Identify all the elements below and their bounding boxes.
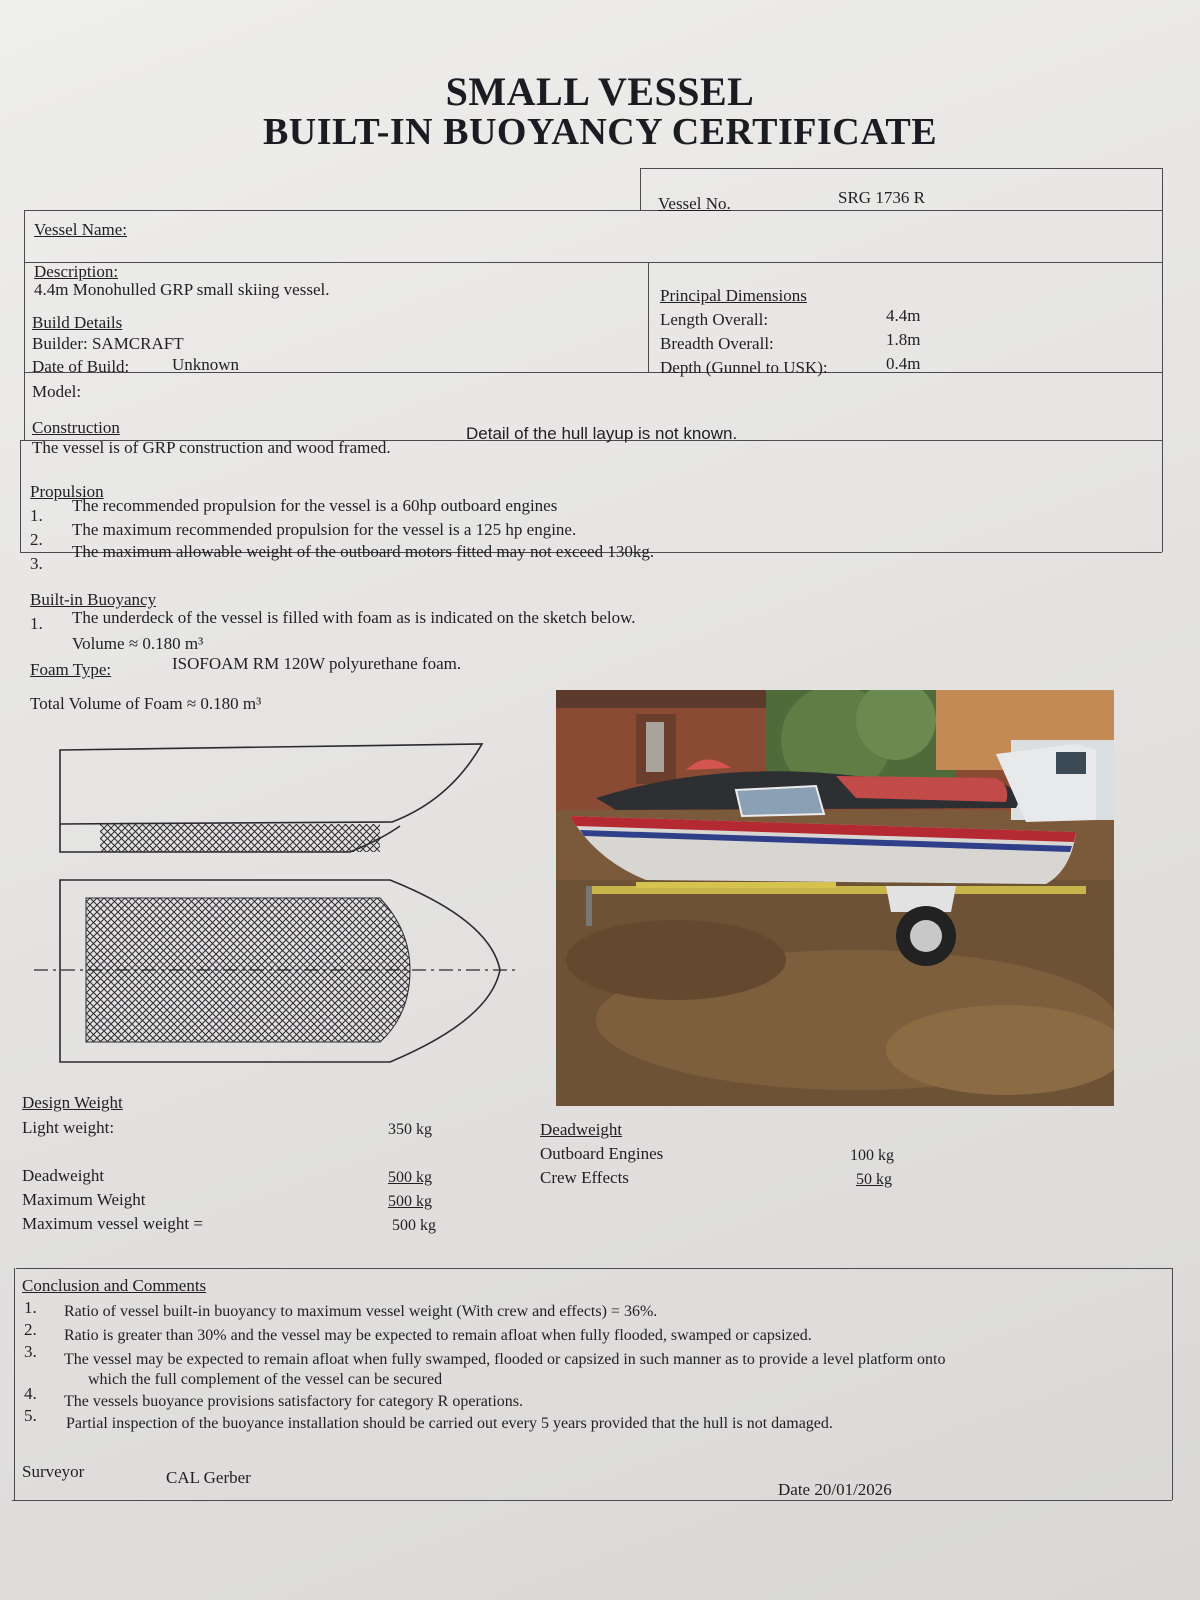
conclusion-label: Conclusion and Comments (22, 1276, 207, 1295)
conclusion-item-1: Ratio of vessel built-in buoyancy to maximum vessel weight (With crew and effects) = 36%. (64, 1303, 658, 1320)
vessel-no-label: Vessel No. (658, 194, 731, 213)
rule-left-lower (14, 1268, 15, 1500)
foam-type-label: Foam Type: (30, 660, 112, 679)
propulsion-item-2: The maximum recommended propulsion for the vessel is a 125 hp engine. (72, 520, 577, 539)
propulsion-item-3-number: 3. (30, 554, 43, 573)
construction-label: Construction (32, 418, 120, 437)
rule-header (24, 210, 1162, 211)
propulsion-item-1-number: 1. (30, 506, 43, 525)
conclusion-item-4: The vessels buoyance provisions satisfactory for category R operations. (64, 1393, 523, 1410)
crew-effects-label: Crew Effects (540, 1168, 629, 1187)
rule-name (24, 262, 1162, 263)
rule-top (640, 168, 1162, 169)
total-foam-volume: Total Volume of Foam ≈ 0.180 m³ (30, 694, 262, 713)
light-weight-label: Light weight: (22, 1118, 115, 1137)
outboard-engines-value: 100 kg (850, 1147, 894, 1164)
breadth-overall-label: Breadth Overall: (660, 334, 774, 353)
rule-right (1162, 168, 1163, 552)
vessel-no-value: SRG 1736 R (838, 188, 925, 207)
maximum-weight-label: Maximum Weight (22, 1190, 146, 1209)
model-label: Model: (32, 382, 82, 401)
construction-text-a: The vessel is of GRP construction and wood framed. (32, 438, 391, 457)
rule-bottom (12, 1500, 1172, 1501)
conclusion-item-1-number: 1. (24, 1298, 37, 1317)
rule-conclusion-top (16, 1268, 1172, 1269)
rule-dims-left (648, 262, 649, 372)
maximum-weight-value: 500 kg (388, 1193, 432, 1210)
rule-left-mid (20, 440, 21, 552)
depth-label: Depth (Gunnel to USK): (660, 358, 828, 377)
rule-left-upper (24, 210, 25, 440)
conclusion-item-2-number: 2. (24, 1320, 37, 1339)
conclusion-item-3-number: 3. (24, 1342, 37, 1361)
foam-profile-fill (100, 824, 380, 852)
light-weight-value: 350 kg (388, 1121, 432, 1138)
breadth-overall-value: 1.8m (886, 330, 921, 349)
crew-effects-value: 50 kg (856, 1171, 892, 1188)
principal-dimensions-label: Principal Dimensions (660, 286, 807, 305)
rule-vessel-no (640, 168, 641, 210)
outboard-engines-label: Outboard Engines (540, 1144, 664, 1163)
conclusion-item-3: The vessel may be expected to remain afloat when fully swamped, flooded or capsized in such manner as to provide a level platform onto (64, 1351, 946, 1368)
title-line-2: BUILT-IN BUOYANCY CERTIFICATE (262, 111, 938, 153)
conclusion-item-2: Ratio is greater than 30% and the vessel may be expected to remain afloat when fully flooded, swamped or capsized. (64, 1327, 812, 1344)
length-overall-value: 4.4m (886, 306, 921, 325)
vessel-photo (556, 690, 1114, 1106)
title-line-1: SMALL VESSEL (445, 69, 755, 114)
deadweight-breakdown-label: Deadweight (540, 1120, 623, 1139)
deadweight-value: 500 kg (388, 1169, 432, 1186)
design-weight-label: Design Weight (22, 1093, 123, 1112)
builder-text: Builder: SAMCRAFT (32, 334, 184, 353)
construction-text-b: Detail of the hull layup is not known. (466, 424, 738, 443)
deadweight-label: Deadweight (22, 1166, 105, 1185)
hull-foam-sketch (20, 730, 540, 1070)
buoyancy-item-text: The underdeck of the vessel is filled with foam as is indicated on the sketch below. (72, 608, 636, 627)
date-of-build-label: Date of Build: (32, 357, 130, 376)
length-overall-label: Length Overall: (660, 310, 769, 329)
buoyancy-label: Built-in Buoyancy (30, 590, 157, 609)
buoyancy-volume: Volume ≈ 0.180 m³ (72, 634, 204, 653)
propulsion-label: Propulsion (30, 482, 104, 501)
buoyancy-item-number: 1. (30, 614, 43, 633)
certificate-date: Date 20/01/2026 (778, 1480, 892, 1499)
propulsion-item-1: The recommended propulsion for the vessel is a 60hp outboard engines (72, 496, 558, 515)
surveyor-label: Surveyor (22, 1462, 85, 1481)
conclusion-item-5: Partial inspection of the buoyance installation should be carried out every 5 years provided that the hull is not damaged. (66, 1415, 833, 1432)
propulsion-item-3: The maximum allowable weight of the outboard motors fitted may not exceed 130kg. (72, 542, 655, 561)
description-text: 4.4m Monohulled GRP small skiing vessel. (34, 280, 330, 299)
hull-profile-outline (60, 744, 482, 824)
date-of-build-value: Unknown (172, 355, 240, 374)
surveyor-name: CAL Gerber (166, 1468, 251, 1487)
description-label: Description: (34, 262, 119, 281)
maximum-vessel-weight-value: 500 kg (392, 1217, 436, 1234)
maximum-vessel-weight-label: Maximum vessel weight = (22, 1214, 203, 1233)
propulsion-item-2-number: 2. (30, 530, 43, 549)
depth-value: 0.4m (886, 354, 921, 373)
conclusion-item-5-number: 5. (24, 1406, 37, 1425)
rule-right-lower (1172, 1268, 1173, 1500)
conclusion-item-4-number: 4. (24, 1384, 37, 1403)
vessel-name-label: Vessel Name: (34, 220, 128, 239)
build-details-label: Build Details (32, 313, 123, 332)
foam-type-value: ISOFOAM RM 120W polyurethane foam. (172, 654, 462, 673)
conclusion-item-3-continued: which the full complement of the vessel can be secured (88, 1371, 443, 1388)
